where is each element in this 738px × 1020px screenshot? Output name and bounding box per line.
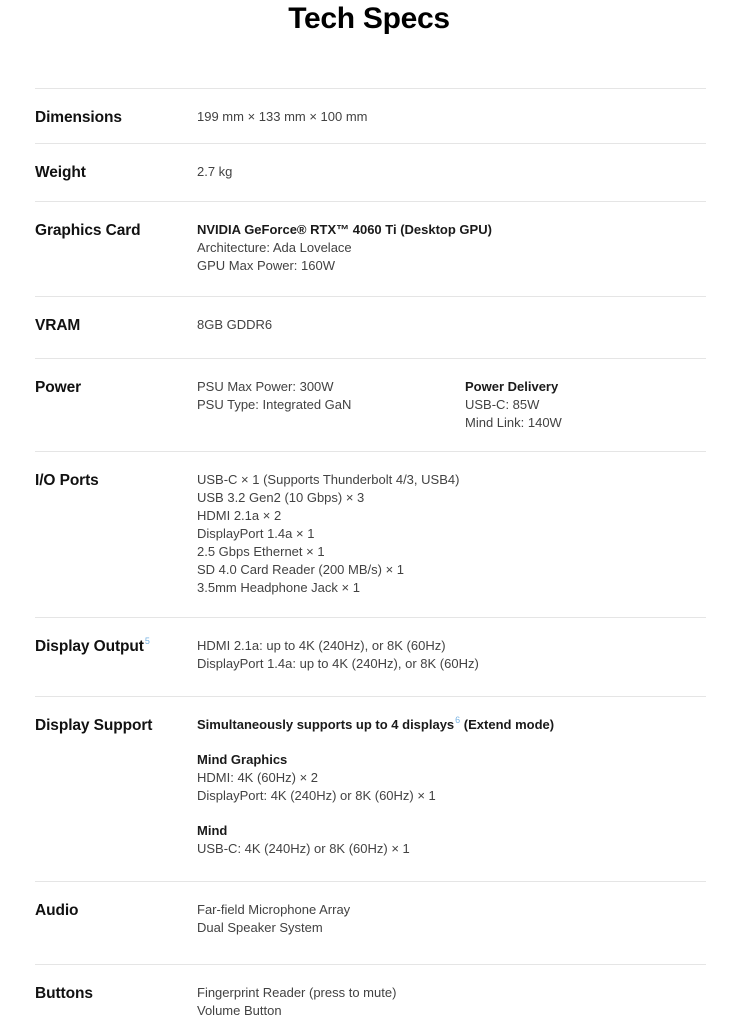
mind-graphics-displayport: DisplayPort: 4K (240Hz) or 8K (60Hz) × 1 <box>197 788 436 803</box>
io-port-item: USB-C × 1 (Supports Thunderbolt 4/3, USB4) <box>197 472 460 487</box>
spec-row-io-ports <box>35 451 706 617</box>
power-delivery-usb-c: USB-C: 85W <box>465 397 540 412</box>
gpu-name: NVIDIA GeForce® RTX™ 4060 Ti (Desktop GPU) <box>197 222 492 237</box>
power-psu-column <box>197 378 465 432</box>
buttons-item: Volume Button <box>197 1003 282 1018</box>
footnote-5-link[interactable]: 5 <box>144 635 150 646</box>
spec-row-graphics-card <box>35 201 706 296</box>
footnote-6-link[interactable]: 6 <box>455 714 461 725</box>
spec-label-audio: Audio <box>35 902 79 919</box>
psu-max-power: PSU Max Power: 300W <box>197 379 334 394</box>
io-port-item: DisplayPort 1.4a × 1 <box>197 526 315 541</box>
spec-row-display-output <box>35 617 706 696</box>
io-port-item: HDMI 2.1a × 2 <box>197 508 282 523</box>
spec-row-dimensions <box>35 88 706 143</box>
page-title: Tech Specs <box>288 2 450 35</box>
buttons-item: Fingerprint Reader (press to mute) <box>197 985 397 1000</box>
gpu-architecture: Architecture: Ada Lovelace <box>197 240 352 255</box>
spec-row-power <box>35 358 706 451</box>
gpu-max-power: GPU Max Power: 160W <box>197 258 335 273</box>
spec-row-audio <box>35 881 706 964</box>
audio-item: Far-field Microphone Array <box>197 902 351 917</box>
spec-label-weight: Weight <box>35 164 86 181</box>
display-output-displayport: DisplayPort 1.4a: up to 4K (240Hz), or 8K (60Hz) <box>197 656 479 671</box>
spec-label-vram: VRAM <box>35 317 81 334</box>
mind-graphics-hdmi: HDMI: 4K (60Hz) × 2 <box>197 770 319 785</box>
spec-row-display-support <box>35 696 706 881</box>
mind-usb-c: USB-C: 4K (240Hz) or 8K (60Hz) × 1 <box>197 841 410 856</box>
spec-label-graphics-card: Graphics Card <box>35 222 141 239</box>
power-delivery-heading: Power Delivery <box>465 379 559 394</box>
spec-label-io-ports: I/O Ports <box>35 472 99 489</box>
io-port-item: 2.5 Gbps Ethernet × 1 <box>197 544 325 559</box>
mind-heading: Mind <box>197 823 228 838</box>
power-delivery-mind-link: Mind Link: 140W <box>465 415 562 430</box>
summary-mode-text: (Extend mode) <box>460 717 555 732</box>
spec-row-weight <box>35 143 706 201</box>
weight-value: 2.7 kg <box>197 164 233 179</box>
dimensions-value: 199 mm × 133 mm × 100 mm <box>197 109 368 124</box>
spec-row-buttons <box>35 964 706 1020</box>
power-delivery-column <box>465 378 706 432</box>
io-port-item: 3.5mm Headphone Jack × 1 <box>197 580 360 595</box>
spec-label-power: Power <box>35 379 82 396</box>
audio-item: Dual Speaker System <box>197 920 323 935</box>
io-port-item: SD 4.0 Card Reader (200 MB/s) × 1 <box>197 562 405 577</box>
spec-label-display-output <box>35 637 197 656</box>
mind-graphics-heading: Mind Graphics <box>197 752 288 767</box>
io-port-item: USB 3.2 Gen2 (10 Gbps) × 3 <box>197 490 365 505</box>
vram-value: 8GB GDDR6 <box>197 317 273 332</box>
psu-type: PSU Type: Integrated GaN <box>197 397 352 412</box>
spec-label-buttons: Buttons <box>35 985 93 1002</box>
display-output-label-text: Display Output <box>35 638 144 655</box>
specs-table <box>35 88 706 1020</box>
spec-label-display-support: Display Support <box>35 717 153 734</box>
display-output-hdmi: HDMI 2.1a: up to 4K (240Hz), or 8K (60Hz) <box>197 638 446 653</box>
display-support-summary <box>197 716 706 734</box>
summary-text: Simultaneously supports up to 4 displays <box>197 717 455 732</box>
spec-label-dimensions: Dimensions <box>35 109 122 126</box>
spec-row-vram <box>35 296 706 358</box>
